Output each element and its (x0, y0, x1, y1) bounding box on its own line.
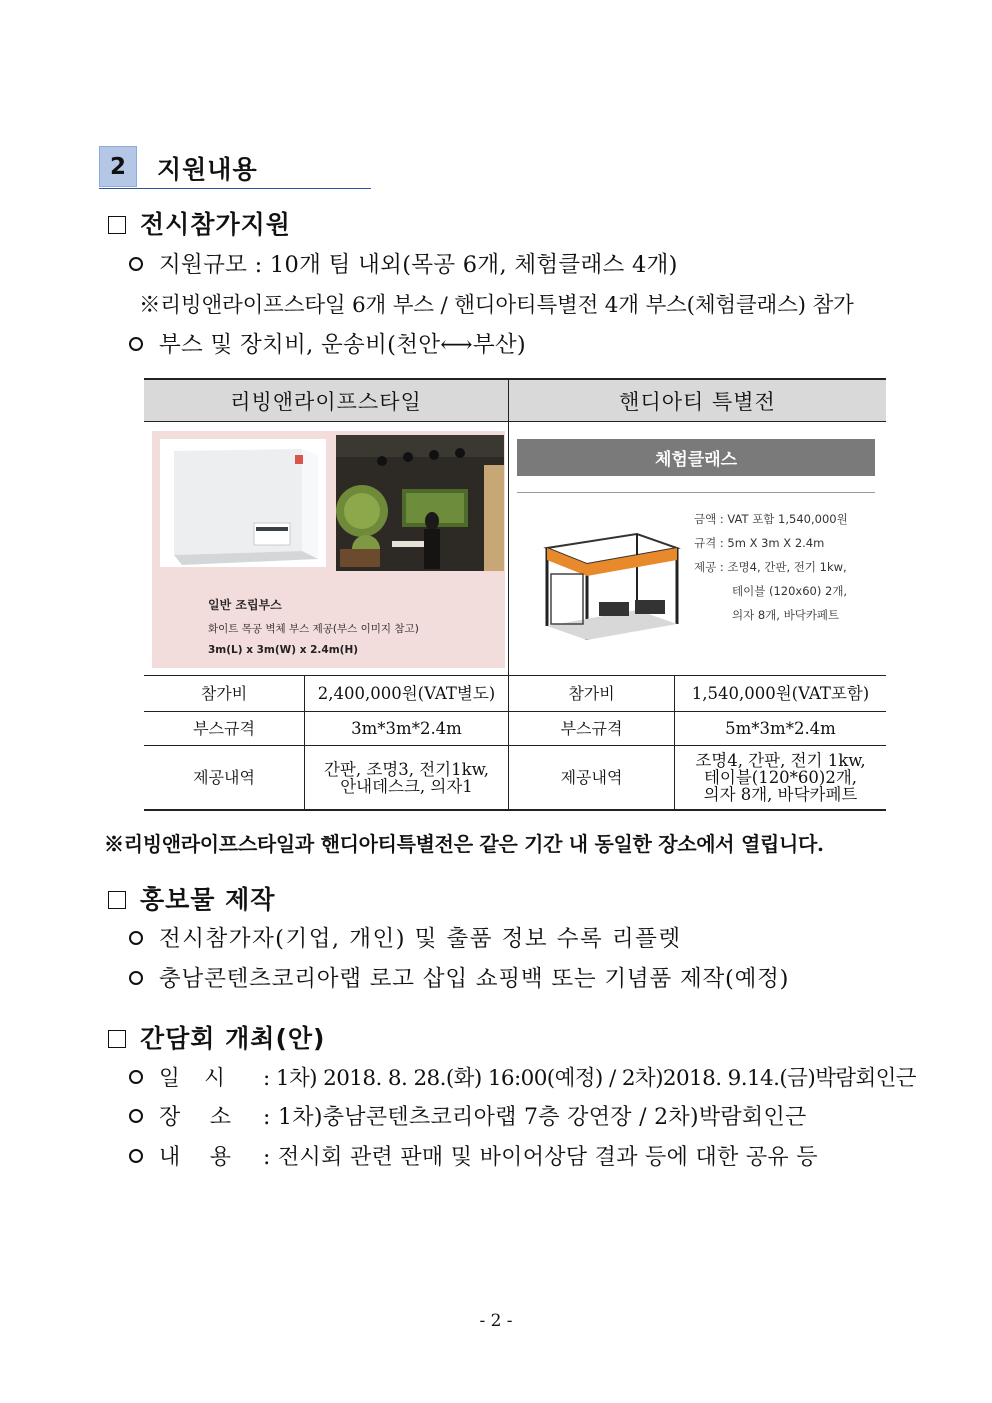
promo-item-leaflet-text: 전시참가자(기업, 개인) 및 출품 정보 수록 리플렛 (159, 926, 682, 952)
banner-divider (517, 492, 875, 493)
experience-class-banner: 체험클래스 (517, 439, 875, 476)
spec-size: 규격 : 5m X 3m X 2.4m (694, 536, 825, 550)
meeting-place-label: 장 소 (159, 1105, 232, 1130)
circle-bullet-icon (129, 931, 143, 945)
promo-item-leaflet (129, 921, 682, 953)
meeting-content-value: : 전시회 관련 판매 및 바이어상담 결과 등에 대한 공유 등 (263, 1145, 818, 1170)
spec-table: 테이블 (120x60) 2개, (732, 584, 848, 598)
left-image-caption-line1: 화이트 목공 벽체 부스 제공(부스 이미지 참고) (208, 623, 419, 635)
square-bullet-icon (108, 1030, 126, 1048)
provide-value-left (305, 746, 508, 809)
fee-label-left: 참가비 (200, 684, 248, 703)
meeting-date-label: 일 시 (159, 1066, 225, 1091)
circle-bullet-icon (129, 971, 143, 985)
fee-value-left: 2,400,000원(VAT별도) (317, 684, 496, 703)
meeting-place (129, 1100, 807, 1131)
provide-value-right (675, 746, 886, 809)
provide-value-left-line1: 간판, 조명3, 전기1kw, (323, 759, 490, 779)
fee-value-right: 1,540,000원(VAT포함) (691, 684, 870, 703)
meeting-heading-text: 간담회 개최(안) (140, 1024, 326, 1053)
circle-bullet-icon (129, 337, 143, 351)
fee-label-right: 참가비 (568, 684, 615, 703)
booth-frame-illustration (537, 514, 687, 644)
provide-value-left-line2: 안내데스크, 의자1 (340, 776, 473, 796)
left-image-caption-title: 일반 조립부스 (208, 598, 282, 612)
exhibit-heading-text: 전시참가지원 (140, 210, 291, 239)
meeting-content-label: 내 용 (159, 1145, 232, 1170)
promo-item-bag-text: 충남콘텐츠코리아랩 로고 삽입 쇼핑백 또는 기념품 제작(예정) (159, 966, 790, 992)
spec-chairs: 의자 8개, 바닥카페트 (732, 608, 840, 622)
size-label-right: 부스규격 (560, 719, 623, 738)
square-bullet-icon (108, 216, 126, 234)
living-booth-image (152, 431, 505, 668)
section-number: 2 (99, 146, 137, 187)
exhibit-item-scale (129, 247, 678, 279)
promo-item-bag (129, 961, 789, 993)
exhibit-item-cost-text: 부스 및 장치비, 운송비(천안⟷부산) (159, 332, 526, 358)
page-number: - 2 - (479, 1311, 513, 1331)
section-heading (99, 146, 371, 189)
size-value-left: 3m*3m*2.4m (351, 719, 462, 738)
circle-bullet-icon (129, 1070, 143, 1084)
provide-value-right-line1: 조명4, 간판, 전기 1kw, (695, 751, 866, 770)
square-bullet-icon (108, 891, 126, 909)
circle-bullet-icon (129, 257, 143, 271)
meeting-heading (108, 1019, 325, 1055)
meeting-content (129, 1140, 818, 1171)
provide-label-left: 제공내역 (193, 768, 255, 787)
left-image-caption-line2: 3m(L) x 3m(W) x 2.4m(H) (208, 644, 359, 656)
spec-price: 금액 : VAT 포함 1,540,000원 (694, 512, 848, 526)
exhibit-item-scale-text: 지원규모 : 10개 팀 내외(목공 6개, 체험클래스 4개) (159, 252, 678, 278)
provide-value-right-line2: 테이블(120*60)2개, (703, 768, 858, 787)
exhibit-item-cost (129, 327, 526, 359)
circle-bullet-icon (129, 1149, 143, 1163)
promo-heading-text: 홍보물 제작 (140, 885, 276, 914)
booth-table (144, 378, 886, 811)
section-title: 지원내용 (157, 155, 258, 184)
exhibit-note: ※리빙앤라이프스타일 6개 부스 / 핸디아티특별전 4개 부스(체험클래스) 참가 (139, 293, 854, 318)
size-label-left: 부스규격 (193, 719, 255, 738)
meeting-date (129, 1061, 916, 1092)
table-header-handy: 핸디아티 특별전 (509, 380, 886, 421)
spec-provide: 제공 : 조명4, 간판, 전기 1kw, (694, 560, 847, 574)
size-value-right: 5m*3m*2.4m (725, 719, 836, 738)
meeting-date-value: : 1차) 2018. 8. 28.(화) 16:00(예정) / 2차)2018. 9.14.(금)박람회인근 (263, 1066, 916, 1091)
table-header-living: 리빙앤라이프스타일 (144, 380, 508, 421)
meeting-place-value: : 1차)충남콘텐츠코리아랩 7층 강연장 / 2차)박람회인근 (263, 1105, 807, 1130)
handy-booth-image (517, 438, 877, 670)
promo-heading (108, 880, 275, 916)
provide-value-right-line3: 의자 8개, 바닥카페트 (703, 785, 858, 804)
provide-label-right: 제공내역 (560, 768, 623, 787)
circle-bullet-icon (129, 1109, 143, 1123)
venue-note: ※리빙앤라이프스타일과 핸디아티특별전은 같은 기간 내 동일한 장소에서 열립니다. (104, 832, 824, 856)
exhibit-heading (108, 205, 291, 241)
